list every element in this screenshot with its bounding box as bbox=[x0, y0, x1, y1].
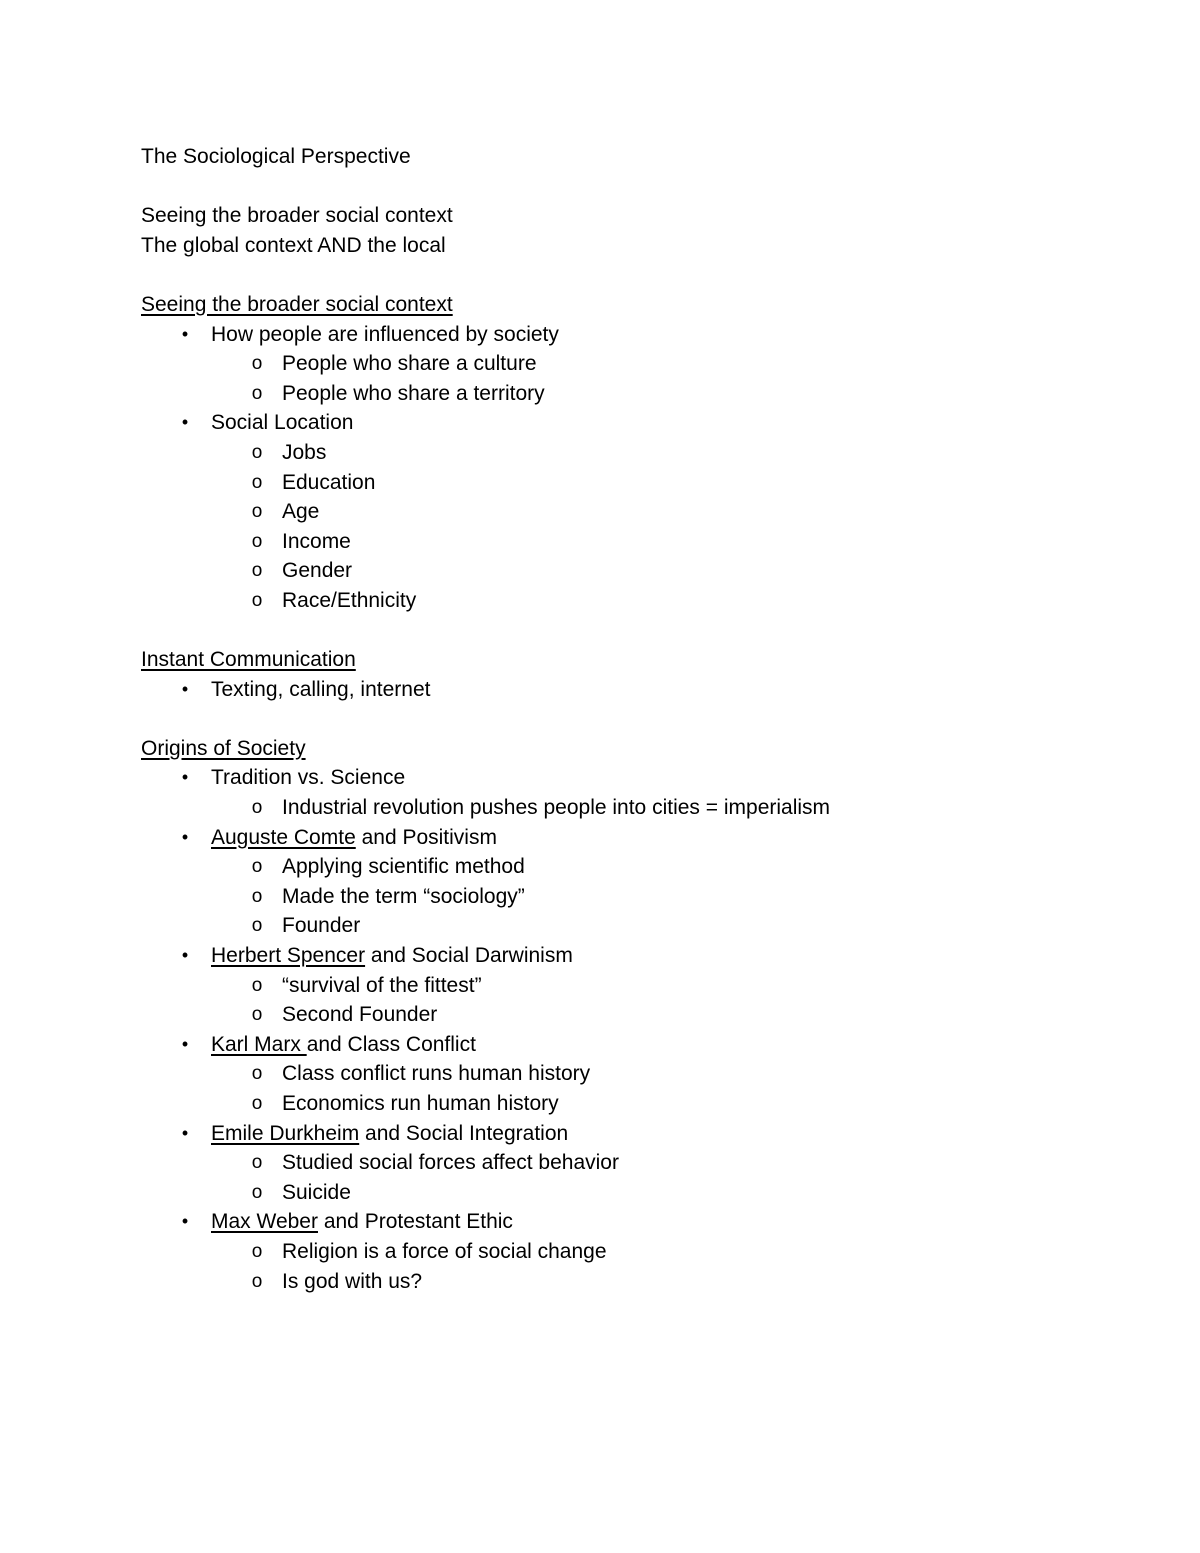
section-heading-origins-of-society bbox=[141, 734, 1141, 764]
theorist-name: Max Weber bbox=[211, 1210, 318, 1234]
list-item-text: Social Location bbox=[211, 411, 354, 435]
sub-list-item-text: Is god with us? bbox=[282, 1269, 423, 1293]
sub-bullet-icon: o bbox=[251, 915, 263, 937]
sub-list-item-text: Second Founder bbox=[282, 1003, 438, 1027]
list-item bbox=[141, 320, 1141, 350]
sub-list-item-text: Race/Ethnicity bbox=[282, 588, 417, 612]
sub-bullet-icon: o bbox=[251, 1240, 263, 1262]
section-heading-broader-context bbox=[141, 290, 1141, 320]
sub-list-item bbox=[141, 911, 1141, 941]
theorist-name: Emile Durkheim bbox=[211, 1121, 360, 1145]
list-item bbox=[141, 823, 1141, 853]
sub-list-item bbox=[141, 468, 1141, 498]
sub-list-item bbox=[141, 379, 1141, 409]
sub-bullet-icon: o bbox=[251, 501, 263, 523]
sub-list-item-text: Gender bbox=[282, 559, 353, 583]
sub-list-item-text: People who share a culture bbox=[282, 352, 537, 376]
list-item bbox=[141, 1030, 1141, 1060]
section-heading-text: Seeing the broader social context bbox=[141, 292, 453, 316]
sub-bullet-icon: o bbox=[251, 885, 263, 907]
sub-list-item bbox=[141, 1059, 1141, 1089]
sub-bullet-icon: o bbox=[251, 560, 263, 582]
sub-list-item bbox=[141, 1148, 1141, 1178]
section-heading-instant-communication bbox=[141, 645, 1141, 675]
theorist-name: Herbert Spencer bbox=[211, 944, 366, 968]
list-item bbox=[141, 941, 1141, 971]
spacer bbox=[141, 616, 1141, 646]
list-item-text: Tradition vs. Science bbox=[211, 766, 406, 790]
intro-line: The global context AND the local bbox=[141, 233, 446, 257]
document-title: The Sociological Perspective bbox=[141, 145, 411, 168]
theorist-name: Auguste Comte bbox=[211, 825, 356, 849]
sub-bullet-icon: o bbox=[251, 1093, 263, 1114]
bullet-icon: • bbox=[181, 412, 189, 433]
sub-list-item bbox=[141, 1267, 1141, 1297]
sub-list-item-text: Jobs bbox=[282, 440, 327, 464]
bullet-icon: • bbox=[181, 826, 189, 847]
sub-list-item-text: Religion is a force of social change bbox=[282, 1239, 607, 1263]
sub-bullet-icon: o bbox=[251, 441, 263, 463]
spacer bbox=[141, 172, 1141, 202]
sub-list-item-text: Economics run human history bbox=[282, 1092, 559, 1115]
sub-list-item bbox=[141, 527, 1141, 557]
theory-name: and Class Conflict bbox=[306, 1032, 476, 1056]
sub-bullet-icon: o bbox=[251, 1181, 263, 1203]
theory-name: and Positivism bbox=[355, 825, 497, 849]
bullet-icon: • bbox=[181, 1033, 189, 1054]
sub-list-item bbox=[141, 497, 1141, 527]
bullet-icon: • bbox=[181, 678, 189, 699]
sub-list-item-text: “survival of the fittest” bbox=[282, 973, 482, 997]
sub-list-item-text: Industrial revolution pushes people into cities = imperialism bbox=[282, 796, 831, 820]
sub-list-item-text: Income bbox=[282, 529, 351, 553]
section-heading-text: Instant Communication bbox=[141, 648, 356, 672]
sub-list-item bbox=[141, 971, 1141, 1001]
theory-name: and Protestant Ethic bbox=[317, 1210, 513, 1234]
list-item bbox=[141, 675, 1141, 705]
list-item bbox=[141, 1207, 1141, 1237]
sub-list-item bbox=[141, 438, 1141, 468]
sub-list-item bbox=[141, 586, 1141, 616]
sub-bullet-icon: o bbox=[251, 1152, 263, 1174]
sub-list-item-text: Founder bbox=[282, 914, 361, 938]
theorist-name: Karl Marx bbox=[211, 1032, 307, 1056]
sub-bullet-icon: o bbox=[251, 1004, 263, 1026]
sub-list-item bbox=[141, 349, 1141, 379]
sub-list-item bbox=[141, 1237, 1141, 1267]
sub-list-item bbox=[141, 556, 1141, 586]
list-item-text: How people are influenced by society bbox=[211, 322, 559, 346]
sub-bullet-icon: o bbox=[251, 1270, 263, 1292]
bullet-icon: • bbox=[181, 1211, 189, 1232]
list-item bbox=[141, 1119, 1141, 1149]
sub-list-item-text: Age bbox=[282, 500, 320, 524]
list-item bbox=[141, 408, 1141, 438]
section-heading-text: Origins of Society bbox=[141, 736, 306, 760]
sub-list-item-text: Studied social forces affect behavior bbox=[282, 1151, 619, 1175]
bullet-icon: • bbox=[181, 945, 189, 966]
sub-bullet-icon: o bbox=[251, 856, 263, 878]
sub-list-item-text: Education bbox=[282, 470, 376, 494]
sub-list-item-text: Class conflict runs human history bbox=[282, 1062, 591, 1086]
list-item bbox=[141, 763, 1141, 793]
theory-name: and Social Darwinism bbox=[365, 944, 573, 968]
intro-line: Seeing the broader social context bbox=[141, 204, 453, 228]
sub-list-item bbox=[141, 1000, 1141, 1030]
sub-list-item-text: Applying scientific method bbox=[282, 855, 525, 879]
theory-name: and Social Integration bbox=[359, 1121, 569, 1145]
bullet-icon: • bbox=[181, 767, 189, 788]
sub-bullet-icon: o bbox=[251, 589, 263, 611]
sub-bullet-icon: o bbox=[251, 382, 263, 404]
sub-list-item bbox=[141, 1089, 1141, 1119]
sub-list-item-text: People who share a territory bbox=[282, 381, 545, 405]
spacer bbox=[141, 260, 1141, 290]
spacer bbox=[141, 704, 1141, 734]
list-item-text: Texting, calling, internet bbox=[211, 677, 431, 701]
sub-bullet-icon: o bbox=[251, 797, 263, 819]
sub-list-item bbox=[141, 852, 1141, 882]
bullet-icon: • bbox=[181, 1122, 189, 1143]
sub-bullet-icon: o bbox=[251, 353, 263, 375]
sub-bullet-icon: o bbox=[251, 471, 263, 493]
sub-bullet-icon: o bbox=[251, 530, 263, 552]
sub-list-item bbox=[141, 793, 1141, 823]
sub-bullet-icon: o bbox=[251, 1063, 263, 1085]
bullet-icon: • bbox=[181, 323, 189, 344]
document-content bbox=[141, 142, 1141, 1296]
sub-list-item bbox=[141, 1178, 1141, 1208]
sub-list-item-text: Made the term “sociology” bbox=[282, 884, 525, 908]
sub-bullet-icon: o bbox=[251, 974, 263, 996]
sub-list-item bbox=[141, 882, 1141, 912]
sub-list-item-text: Suicide bbox=[282, 1180, 351, 1204]
